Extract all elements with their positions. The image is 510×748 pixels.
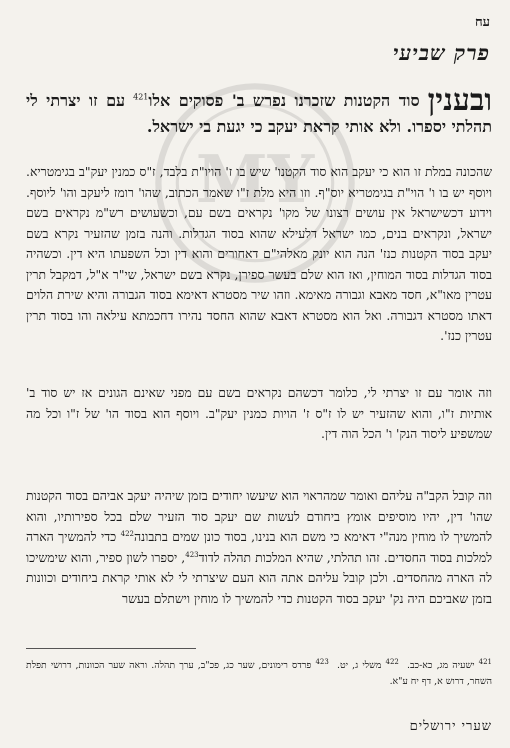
paragraph-text: כדי להמשיך הארה למלכות בסוד החסדים. זהו תהלתי, שהיא המלכות תהלה לדוד [26, 529, 492, 565]
footnote-number: 423 [315, 658, 329, 666]
footnote-text: משלי ג, יט. [337, 660, 382, 672]
intro-verse [26, 83, 492, 138]
svg-text:MY: MY [195, 141, 315, 218]
intro-verse-text: עם זו יצרתי לי תהלתי יספרו. ולא אותי קראת יעקב כי יגעת בי ישראל. [26, 91, 492, 136]
footnote-number: 422 [385, 658, 399, 666]
lead-word: ובענין [427, 83, 492, 118]
paragraph: שהכונה במלת זו הוא כי יעקב הוא סוד הקטנו' שיש בו ז' הויו"ת בלבד, ז"ס כמנין יעק"ב בגימטריא. ויוסף יש בו ו' הוי"ת בגימטריא יוס"ף. וזו היא מלת ז"ו שאמר הכתוב, שהו' רומז ליעקב והו' ליוסף. וידוע דכשישראל אין עושים רצונו של מקו' נקראים בשם עם, וכשעושים רש"מ נקראים בשם ישראל, ונקראים בנים, כמו ישראל דלעילא שהוא בסוד הגדלות. והנה בזמן שהזעיר נקרא בשם יעקב בסוד הקטנות כנז' הנה הוא יונק מאלהי"ם דאחורים והוא דין וכל השפעתו היא דין. וכשהיה בסוד הגדלות בסוד המוחין, ואז הוא שלם בעשר ספירן, נקרא בשם ישראל, שי"ר א"ל, דמקבל תרין עטרין מאו"א, חסד מאבא וגבורה מאימא. וזהו שיר מסטרא דאימא בסוד הגבורה והיא שירת הלוים דאתו מסטרא דגבורה. ואל הוא מסטרא דאבא שהוא החסד נהירו דחכמתא עילאה והו בסוד תרין עטרין כנז'. [26, 164, 492, 343]
footnote-ref: 421 [133, 92, 149, 102]
footnote-text: ישעיה מג, כא-כב. [407, 660, 475, 672]
paragraph-text: , יספרו לשון ספיר, והוא שימשיכו לה הארה מהחסדים. ולכן קובל עליהם אתה הוא העם שיצרתי לי לא אותי קראת ביחודים וכוונות בזמן שאביכם היה נק' יעקב בסוד הקטנות כדי להמשיך לו מוחין וישתלם בעשר [26, 549, 492, 606]
intro-text: סוד הקטנות שזכרנו נפרש ב' פסוקים אלו [148, 91, 420, 110]
paragraph [26, 486, 492, 609]
footnote-divider [26, 648, 196, 649]
running-footer: שערי ירושלים [409, 719, 492, 734]
page-number: עח [474, 15, 490, 30]
footnote-ref: 423 [185, 550, 199, 559]
paragraph-text: וזה קובל הקב"ה עליהם ואומר שמהראוי הוא שיעשו יחודים בזמן שיהיה יעקב אביהם בסוד הקטנות שהו' דין, יהיו מוסיפים אומץ ביחודם לעשות שם יעקב סוד הזעיר שלם בכל ספירותיו, והוא להמשיך לו מוחין מנה"י דאימא כי משם הוא בנינו, בסוד כונן שמים בתבונה [26, 488, 493, 544]
footnote-number: 421 [478, 658, 493, 666]
chapter-heading: פרק שביעי [392, 40, 490, 65]
footnote-text: פרדס רימונים, שער כג, פכ"ב, ערך תהלה. וראה שער הכוונות, דרושי תפלת השחר, דרוש א, דף יח ע"א. [26, 660, 492, 688]
paragraph: וזה אומר עם זו יצרתי לי, כלומר דכשהם נקראים בשם עם מפני שאינם הגונים אז יש סוד ב' אותיות ז"ו, והוא שהזעיר יש לו ז"ס ז' הויות כמנין יעק"ב. ויוסף הוא בסוד הו' של ז"ו וכל מה שמשפיע ליסוד הנק' ו' הכל הוה דין. [26, 385, 492, 441]
footnotes [26, 654, 492, 690]
footnote-ref: 422 [120, 529, 134, 538]
